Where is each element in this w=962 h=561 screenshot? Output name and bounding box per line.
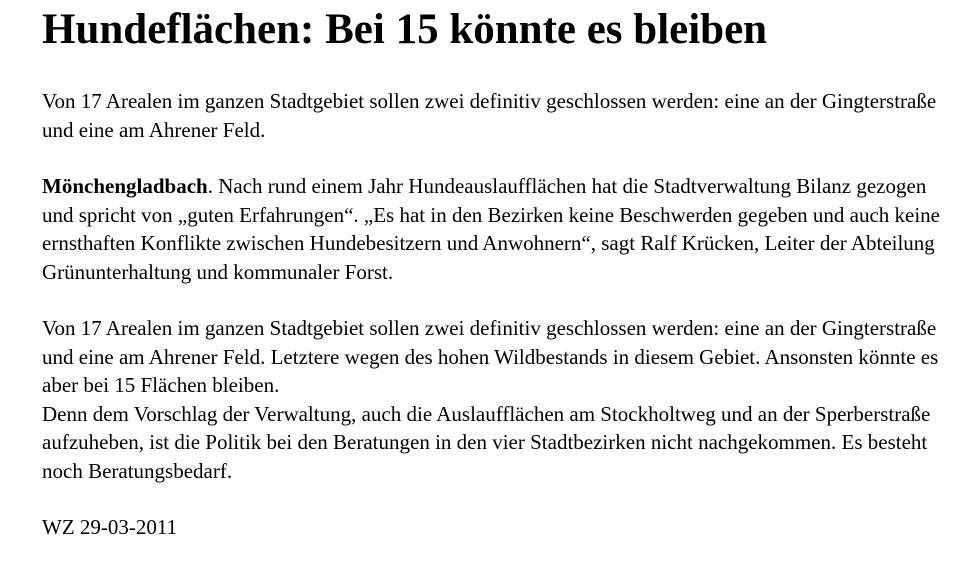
article: [42, 0, 952, 542]
paragraph-2-continuation: Denn dem Vorschlag der Verwaltung, auch die Auslaufflächen am Stockholtweg und an der Sperberstraße aufzuheben, ist die Politik bei den Beratungen in den vier Stadtbezirken nicht nachgekommen. Es besteht noch Beratungsbedarf.: [42, 401, 931, 483]
article-lead: Von 17 Arealen im ganzen Stadtgebiet sollen zwei definitiv geschlossen werden: eine an der Gingterstraße und eine am Ahrener Feld.: [42, 89, 937, 142]
dateline: Mönchengladbach: [42, 174, 208, 198]
article-paragraph-2: [42, 314, 952, 485]
article-paragraph-1: [42, 172, 952, 286]
paragraph-2-text: Von 17 Arealen im ganzen Stadtgebiet sollen zwei definitiv geschlossen werden: eine an der Gingterstraße und eine am Ahrener Feld. Letztere wegen des hohen Wildbestands in diesem Gebiet. Ansonsten könnte es aber bei 15 Flächen bleiben.: [42, 316, 939, 397]
article-headline: Hundeflächen: Bei 15 könnte es bleiben: [42, 6, 768, 53]
paragraph-1-text: . Nach rund einem Jahr Hundeauslaufflächen hat die Stadtverwaltung Bilanz gezogen und spricht von „guten Erfahrungen“. „Es hat in den Bezirken keine Beschwerden gegeben und auch keine ernsthaften Konflikte zwischen Hundebesitzern und Anwohnern“, sagt Ralf Krücken, Leiter der Abteilung Grünunterhaltung und kommunaler Forst.: [42, 174, 941, 284]
source-byline: WZ 29-03-2011: [42, 515, 178, 539]
